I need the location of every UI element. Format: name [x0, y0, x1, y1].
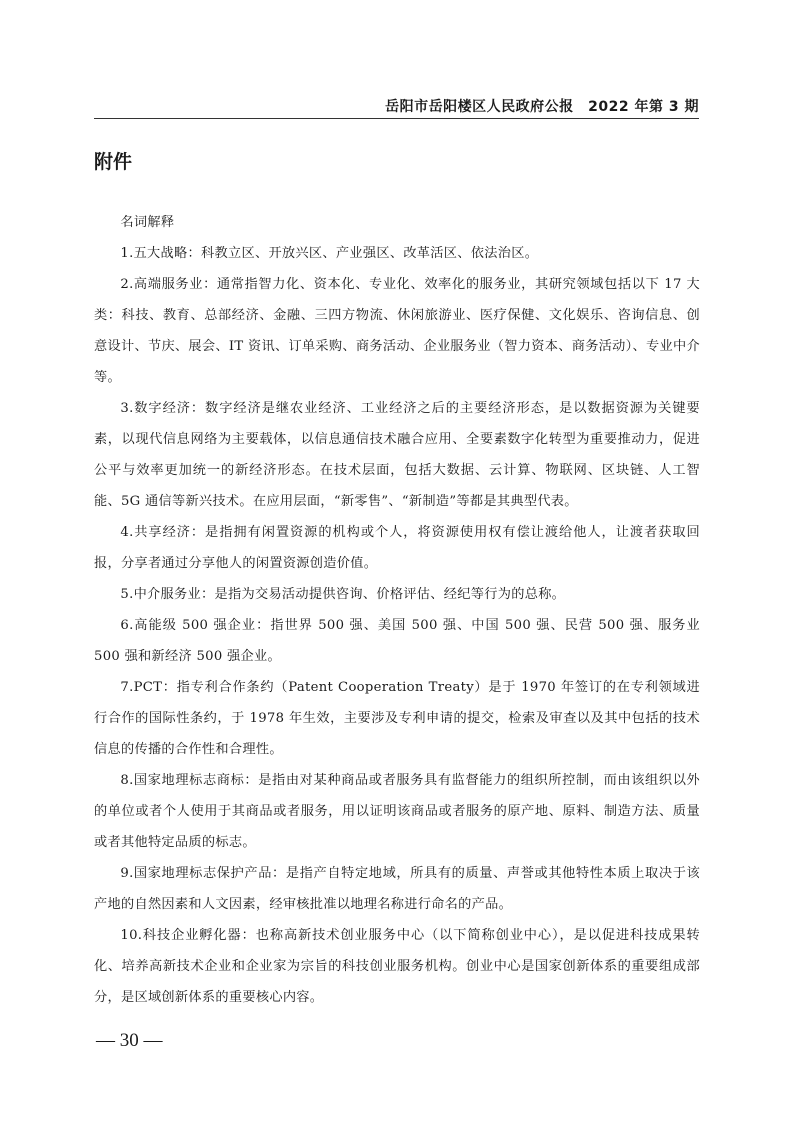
glossary-content	[94, 207, 700, 1013]
page-number: — 30 —	[96, 1030, 163, 1051]
glossary-item: 4.共享经济：是指拥有闲置资源的机构或个人，将资源使用权有偿让渡给他人，让渡者获取回报，分享者通过分享他人的闲置资源创造价值。	[94, 525, 700, 571]
glossary-item: 9.国家地理标志保护产品：是指产自特定地域，所具有的质量、声誉或其他特性本质上取决于该产地的自然因素和人文因素，经审核批准以地理名称进行命名的产品。	[94, 866, 700, 912]
glossary-item: 5.中介服务业：是指为交易活动提供咨询、价格评估、经纪等行为的总称。	[120, 587, 566, 602]
glossary-item: 2.高端服务业：通常指智力化、资本化、专业化、效率化的服务业，其研究领域包括以下 17 大类：科技、教育、总部经济、金融、三四方物流、休闲旅游业、医疗保健、文化娱乐、咨询信息、创意设计、节庆、展会、IT 资讯、订单采购、商务活动、企业服务业（智力资本、商务活动）、专业中介等。	[94, 277, 700, 385]
glossary-item: 1.五大战略：科教立区、开放兴区、产业强区、改革活区、依法治区。	[120, 246, 539, 261]
glossary-item: 6.高能级 500 强企业：指世界 500 强、美国 500 强、中国 500 强、民营 500 强、服务业 500 强和新经济 500 强企业。	[94, 618, 700, 664]
glossary-item: 3.数字经济：数字经济是继农业经济、工业经济之后的主要经济形态，是以数据资源为关键要素，以现代信息网络为主要载体，以信息通信技术融合应用、全要素数字化转型为重要推动力，促进公平与效率更加统一的新经济形态。在技术层面，包括大数据、云计算、物联网、区块链、人工智能、5G 通信等新兴技术。在应用层面，“新零售”、“新制造”等都是其典型代表。	[94, 401, 700, 509]
section-title: 名词解释	[120, 215, 175, 230]
bulletin-title: 岳阳市岳阳楼区人民政府公报 2022 年第 3 期	[385, 99, 699, 115]
glossary-item: 10.科技企业孵化器：也称高新技术创业服务中心（以下简称创业中心），是以促进科技成果转化、培养高新技术企业和企业家为宗旨的科技创业服务机构。创业中心是国家创新体系的重要组成部分，是区域创新体系的重要核心内容。	[94, 928, 700, 1005]
glossary-item: 7.PCT：指专利合作条约（Patent Cooperation Treaty）是于 1970 年签订的在专利领域进行合作的国际性条约，于 1978 年生效，主要涉及专利申请的提交，检索及审查以及其中包括的技术信息的传播的合作性和合理性。	[94, 680, 700, 757]
attachment-label: 附件	[94, 151, 133, 173]
page-header	[94, 92, 699, 119]
glossary-item: 8.国家地理标志商标：是指由对某种商品或者服务具有监督能力的组织所控制，而由该组织以外的单位或者个人使用于其商品或者服务，用以证明该商品或者服务的原产地、原料、制造方法、质量或者其他特定品质的标志。	[94, 773, 700, 850]
